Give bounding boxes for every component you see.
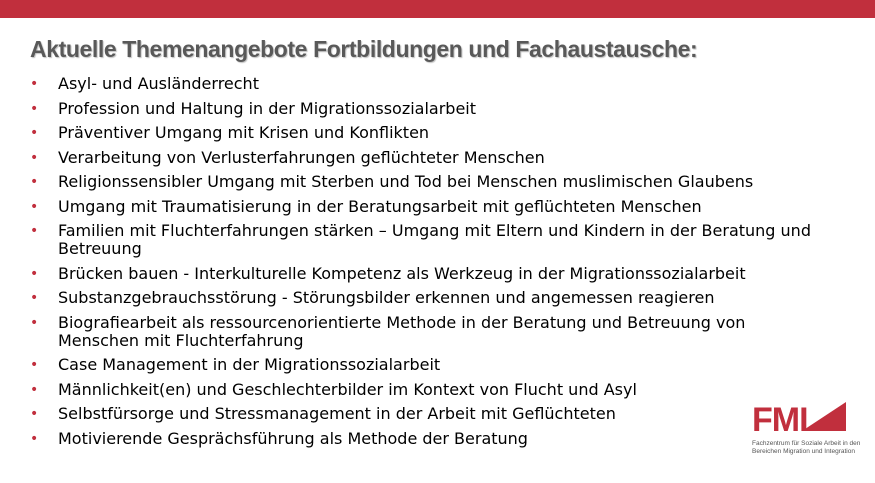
topic-item [30, 198, 830, 216]
topic-item [30, 405, 830, 423]
topic-label: Religionssensibler Umgang mit Sterben und Tod bei Menschen muslimischen Glaubens [58, 172, 754, 191]
topic-label: Männlichkeit(en) und Geschlechterbilder im Kontext von Flucht und Asyl [58, 379, 637, 399]
topic-item [30, 100, 830, 118]
fmi-logo-wedge [802, 402, 846, 431]
fmi-logo [752, 398, 862, 456]
bullet-icon: • [30, 314, 39, 331]
bullet-icon: • [30, 76, 39, 92]
logo-subtitle-line2: Bereichen Migration und Integration [752, 448, 855, 455]
topic-label: Substanzgebrauchsstörung - Störungsbilder erkennen und angemessen reagieren [58, 288, 715, 307]
bullet-icon: • [30, 381, 39, 398]
fmi-logo-text: FMI [752, 401, 808, 438]
bullet-icon: • [30, 430, 39, 447]
topic-item [30, 173, 830, 191]
topic-label: Präventiver Umgang mit Krisen und Konflikten [58, 123, 430, 142]
bullet-icon: • [30, 198, 39, 215]
bullet-icon: • [30, 149, 39, 166]
topic-item [30, 75, 830, 93]
bullet-icon: • [30, 174, 39, 190]
bullet-icon: • [30, 290, 39, 306]
fmi-logo-mark [752, 398, 848, 438]
topic-label: Umgang mit Traumatisierung in der Beratungsarbeit mit geflüchteten Menschen [58, 196, 702, 216]
topic-item [30, 222, 830, 258]
bullet-icon: • [30, 100, 39, 117]
topic-item [30, 430, 830, 448]
topic-item [30, 314, 830, 350]
bullet-icon: • [30, 406, 39, 422]
topic-label: Brücken bauen - Interkulturelle Kompetenz als Werkzeug in der Migrationssozialarbeit [58, 263, 746, 283]
logo-subtitle-line1: Fachzentrum für Soziale Arbeit in den [752, 440, 861, 447]
topic-item [30, 124, 830, 142]
topic-item [30, 149, 830, 167]
topic-label: Profession und Haltung in der Migrationssozialarbeit [58, 98, 477, 118]
slide-title: Aktuelle Themenangebote Fortbildungen und Fachaustausche: [30, 36, 698, 62]
topic-list [30, 75, 830, 454]
topic-label: Biografiearbeit als ressourcenorientierte Methode in der Beratung und Betreuung von Menschen mit Fluchterfahrung [58, 312, 746, 350]
topic-item [30, 356, 830, 374]
bullet-icon: • [30, 125, 39, 141]
topic-label: Asyl- und Ausländerrecht [58, 74, 259, 93]
bullet-icon: • [30, 265, 39, 282]
topic-item [30, 289, 830, 307]
topic-label: Verarbeitung von Verlusterfahrungen geflüchteter Menschen [58, 147, 545, 167]
topic-label: Selbstfürsorge und Stressmanagement in der Arbeit mit Geflüchteten [58, 404, 616, 423]
topic-item [30, 381, 830, 399]
bullet-icon: • [30, 357, 39, 373]
topic-item [30, 265, 830, 283]
topic-label: Case Management in der Migrationssozialarbeit [58, 355, 441, 374]
bullet-icon: • [30, 223, 39, 239]
top-accent-bar [0, 0, 875, 18]
topic-label: Motivierende Gesprächsführung als Methode der Beratung [58, 428, 528, 448]
topic-label: Familien mit Fluchterfahrungen stärken – Umgang mit Eltern und Kindern in der Beratung und Betreuung [58, 221, 811, 258]
